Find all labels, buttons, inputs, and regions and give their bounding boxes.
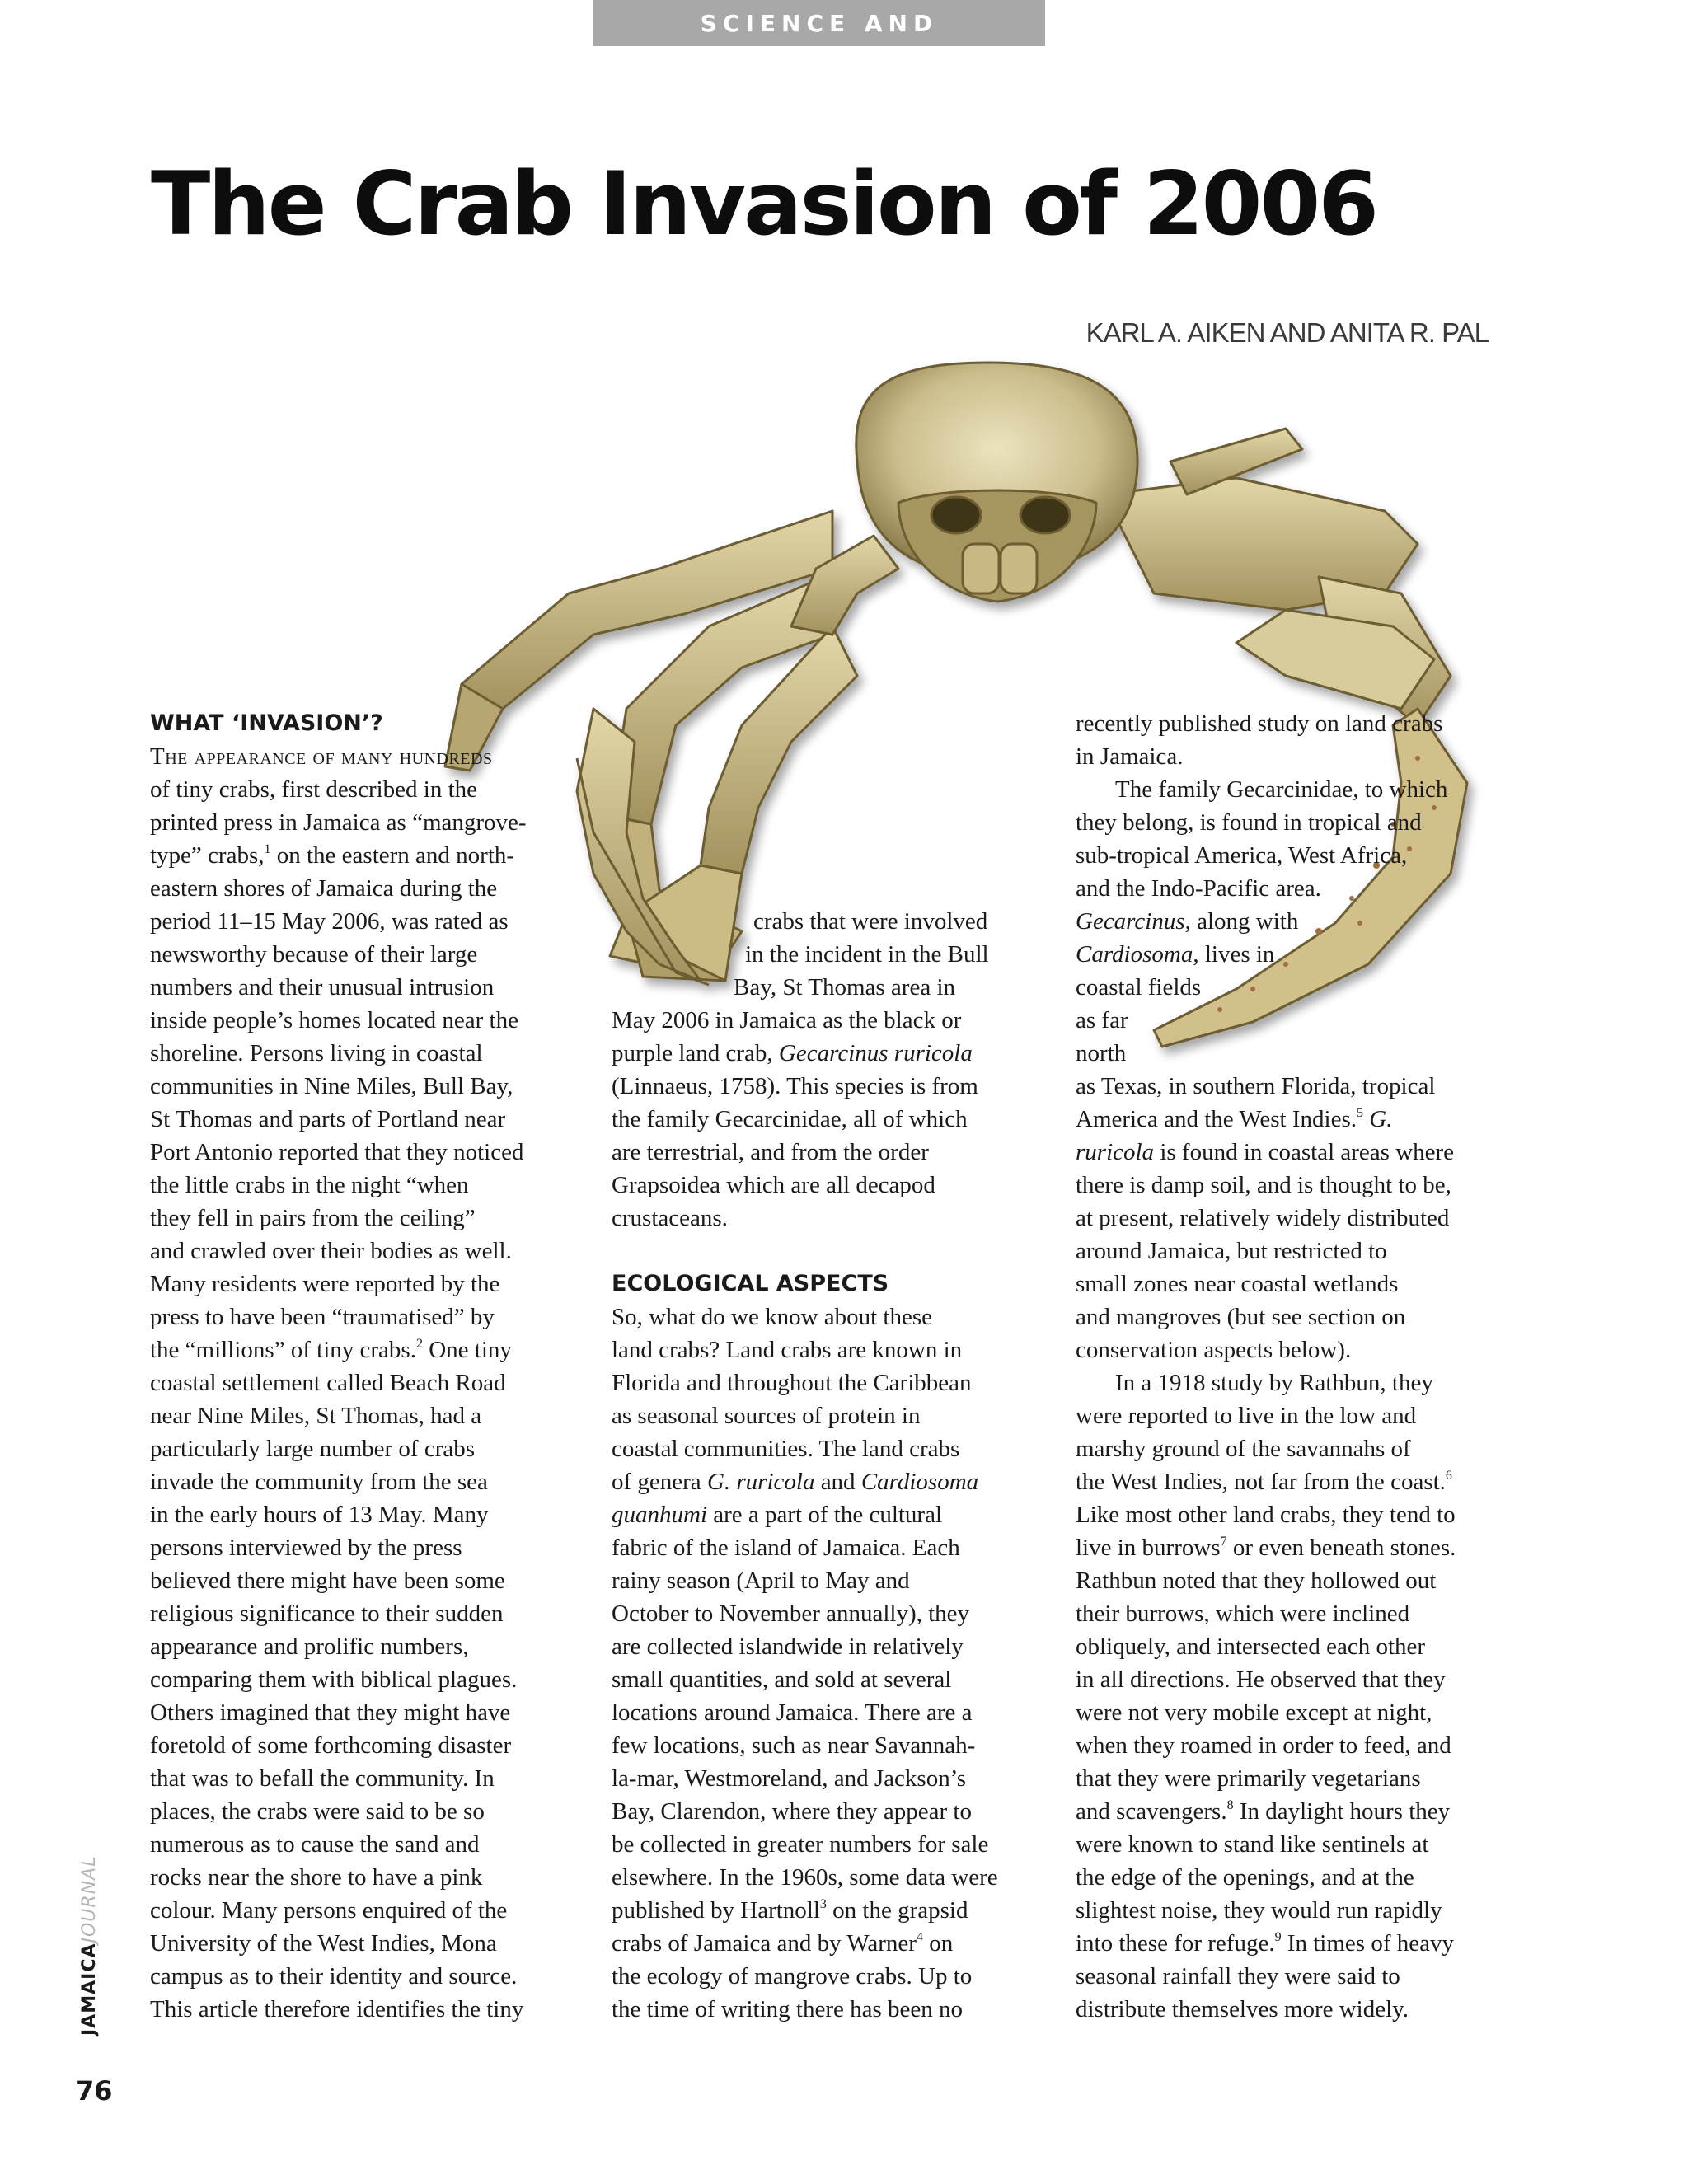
- text-line: and the Indo-Pacific area.: [1076, 875, 1321, 902]
- text-line: [1076, 1531, 1537, 1564]
- text-line: Grapsoidea which are all decapod: [612, 1172, 935, 1198]
- column-1: [150, 707, 562, 2026]
- text-line: May 2006 in Jamaica as the black or: [612, 1007, 962, 1033]
- text-line: recently published study on land crabs: [1076, 710, 1443, 737]
- text-line: and mangroves (but see section on: [1076, 1304, 1406, 1330]
- text-line: Like most other land crabs, they tend to: [1076, 1502, 1456, 1528]
- journal-name-part1: JAMAICA: [79, 1943, 100, 2036]
- text-segment: America and the West Indies.: [1076, 1106, 1357, 1132]
- text-line: [612, 1927, 1040, 1960]
- journal-name-part2: JOURNAL: [79, 1855, 100, 1943]
- text-line: [1076, 1136, 1537, 1169]
- text-line: [1076, 1927, 1537, 1960]
- text-line: la-mar, Westmoreland, and Jackson’s: [612, 1765, 967, 1792]
- article-authors: KARL A. AIKEN AND ANITA R. PAL: [1085, 317, 1489, 348]
- text-line: around Jamaica, but restricted to: [1076, 1238, 1387, 1264]
- text-line: religious significance to their sudden: [150, 1601, 504, 1627]
- text-line: as Texas, in southern Florida, tropical: [1076, 1073, 1436, 1099]
- text-line: Bay, St Thomas area in: [734, 974, 956, 1001]
- text-line: at present, relatively widely distributed: [1076, 1205, 1450, 1231]
- text-line: obliquely, and intersected each other: [1076, 1633, 1426, 1660]
- text-line: as far: [1076, 1007, 1128, 1033]
- text-line: particularly large number of crabs: [150, 1436, 476, 1462]
- text-line: [1076, 1465, 1537, 1498]
- footnote-ref: 2: [415, 1337, 423, 1351]
- text-line: foretold of some forthcoming disaster: [150, 1732, 512, 1759]
- text-line: near Nine Miles, St Thomas, had a: [150, 1403, 482, 1429]
- text-segment: are a part of the cultural: [707, 1502, 943, 1528]
- text-segment: purple land crab,: [612, 1040, 779, 1066]
- text-segment: on: [922, 1930, 954, 1957]
- text-line: invade the community from the sea: [150, 1469, 488, 1495]
- text-line: the edge of the openings, and at the: [1076, 1864, 1414, 1891]
- text-segment: is found in coastal areas where: [1154, 1139, 1455, 1165]
- text-line: when they roamed in order to feed, and: [1076, 1732, 1451, 1759]
- text-line: marshy ground of the savannahs of: [1076, 1436, 1411, 1462]
- text-line: Port Antonio reported that they noticed: [150, 1139, 524, 1165]
- text-line: believed there might have been some: [150, 1568, 505, 1594]
- text-line: communities in Nine Miles, Bull Bay,: [150, 1073, 513, 1099]
- lead-in: The appearance of many hundreds: [150, 743, 493, 770]
- text-line: in all directions. He observed that they: [1076, 1666, 1446, 1693]
- section-heading-ecological: ECOLOGICAL ASPECTS: [612, 1271, 889, 1296]
- text-line: of tiny crabs, first described in the: [150, 776, 478, 803]
- species-name: Cardiosoma: [860, 1469, 979, 1495]
- text-line: sub-tropical America, West Africa,: [1076, 842, 1408, 869]
- text-line: that they were primarily vegetarians: [1076, 1765, 1421, 1792]
- species-name: ruricola: [1076, 1139, 1155, 1165]
- text-line: October to November annually), they: [612, 1601, 970, 1627]
- footnote-ref: 1: [264, 842, 271, 856]
- text-line: [150, 839, 562, 872]
- text-line: be collected in greater numbers for sale: [612, 1831, 989, 1858]
- text-line: the little crabs in the night “when: [150, 1172, 469, 1198]
- text-segment: into these for refuge.: [1076, 1930, 1275, 1957]
- text-segment: on the eastern and north-: [270, 842, 515, 869]
- text-line: are collected islandwide in relatively: [612, 1633, 964, 1660]
- text-line: Bay, Clarendon, where they appear to: [612, 1798, 972, 1825]
- text-line: newsworthy because of their large: [150, 941, 478, 968]
- section-heading-invasion: WHAT ‘INVASION’?: [150, 710, 383, 736]
- text-line: are terrestrial, and from the order: [612, 1139, 929, 1165]
- text-line: there is damp soil, and is thought to be,: [1076, 1172, 1451, 1198]
- spacer: [612, 1235, 1040, 1268]
- text-segment: and scavengers.: [1076, 1798, 1227, 1825]
- text-line: [612, 1037, 1040, 1070]
- journal-name: [79, 1856, 100, 2036]
- footnote-ref: 4: [916, 1930, 923, 1944]
- text-line: rocks near the shore to have a pink: [150, 1864, 483, 1891]
- footnote-ref: 6: [1445, 1469, 1452, 1483]
- text-line: crustaceans.: [612, 1205, 728, 1231]
- text-line: press to have been “traumatised” by: [150, 1304, 495, 1330]
- text-line: [612, 1498, 1040, 1531]
- footnote-ref: 9: [1274, 1930, 1282, 1944]
- text-line: north: [1076, 1040, 1127, 1066]
- text-line: numerous as to cause the sand and: [150, 1831, 480, 1858]
- text-line: coastal communities. The land crabs: [612, 1436, 960, 1462]
- text-segment: crabs of Jamaica and by Warner: [612, 1930, 917, 1957]
- text-line: in the early hours of 13 May. Many: [150, 1502, 489, 1528]
- text-line: [150, 1333, 562, 1366]
- text-line: [1076, 1103, 1537, 1136]
- text-line: in the incident in the Bull: [745, 941, 989, 968]
- text-line: This article therefore identifies the tiny: [150, 1996, 524, 2022]
- text-line: Others imagined that they might have: [150, 1699, 511, 1726]
- text-line: appearance and prolific numbers,: [150, 1633, 469, 1660]
- text-line: the ecology of mangrove crabs. Up to: [612, 1963, 973, 1990]
- text-line: as seasonal sources of protein in: [612, 1403, 921, 1429]
- text-line: places, the crabs were said to be so: [150, 1798, 485, 1825]
- footnote-ref: 5: [1357, 1106, 1363, 1120]
- text-segment: the “millions” of tiny crabs.: [150, 1337, 416, 1363]
- text-line: Florida and throughout the Caribbean: [612, 1370, 972, 1396]
- text-segment: on the grapsid: [826, 1897, 968, 1924]
- text-line: inside people’s homes located near the: [150, 1007, 518, 1033]
- text-segment: the West Indies, not far from the coast.: [1076, 1469, 1446, 1495]
- text-line: distribute themselves more widely.: [1076, 1996, 1409, 2022]
- text-segment: In times of heavy: [1281, 1930, 1454, 1957]
- text-line: they fell in pairs from the ceiling”: [150, 1205, 476, 1231]
- article-title: The Crab Invasion of 2006: [151, 153, 1376, 255]
- text-line: colour. Many persons enquired of the: [150, 1897, 508, 1924]
- text-segment: of genera: [612, 1469, 707, 1495]
- text-line: that was to befall the community. In: [150, 1765, 495, 1792]
- text-line: So, what do we know about these: [612, 1304, 933, 1330]
- species-name: guanhumi: [612, 1502, 707, 1528]
- text-line: elsewhere. In the 1960s, some data were: [612, 1864, 998, 1891]
- text-line: coastal settlement called Beach Road: [150, 1370, 506, 1396]
- text-line: rainy season (April to May and: [612, 1568, 910, 1594]
- text-line: period 11–15 May 2006, was rated as: [150, 908, 509, 935]
- text-segment: One tiny: [422, 1337, 512, 1363]
- text-line: persons interviewed by the press: [150, 1535, 462, 1561]
- text-line: they belong, is found in tropical and: [1076, 809, 1422, 836]
- text-line: crabs that were involved: [753, 908, 988, 935]
- text-line: small quantities, and sold at several: [612, 1666, 952, 1693]
- text-line: slightest noise, they would run rapidly: [1076, 1897, 1442, 1924]
- text-line: shoreline. Persons living in coastal: [150, 1040, 483, 1066]
- text-segment: published by Hartnoll: [612, 1897, 820, 1924]
- species-name: Gecarcinus: [1076, 908, 1185, 935]
- text-line: their burrows, which were inclined: [1076, 1601, 1410, 1627]
- text-line: fabric of the island of Jamaica. Each: [612, 1535, 960, 1561]
- text-segment: , lives in: [1193, 941, 1275, 968]
- text-line: conservation aspects below).: [1076, 1337, 1352, 1363]
- species-name: Cardiosoma: [1076, 941, 1193, 968]
- footnote-ref: 8: [1226, 1798, 1234, 1812]
- text-line: comparing them with biblical plagues.: [150, 1666, 518, 1693]
- text-line: the family Gecarcinidae, all of which: [612, 1106, 968, 1132]
- species-name: G.: [1369, 1106, 1393, 1132]
- text-line: small zones near coastal wetlands: [1076, 1271, 1399, 1297]
- text-line: [1076, 1795, 1537, 1828]
- text-segment: In daylight hours they: [1233, 1798, 1451, 1825]
- text-line: numbers and their unusual intrusion: [150, 974, 495, 1001]
- text-segment: or even beneath stones.: [1226, 1535, 1456, 1561]
- text-line: locations around Jamaica. There are a: [612, 1699, 973, 1726]
- column-3: [1076, 707, 1537, 2026]
- text-line: In a 1918 study by Rathbun, they: [1115, 1370, 1433, 1396]
- text-line: [1076, 938, 1537, 971]
- text-line: [612, 1465, 1040, 1498]
- text-line: coastal fields: [1076, 974, 1202, 1001]
- section-tag: SCIENCE AND TECHNOLOGY: [593, 0, 1045, 46]
- species-name: Gecarcinus ruricola: [778, 1040, 973, 1066]
- text-line: St Thomas and parts of Portland near: [150, 1106, 506, 1132]
- text-line: [612, 1894, 1040, 1927]
- text-segment: , along with: [1184, 908, 1299, 935]
- text-segment: and: [814, 1469, 861, 1495]
- text-segment: live in burrows: [1076, 1535, 1221, 1561]
- text-line: and crawled over their bodies as well.: [150, 1238, 512, 1264]
- text-line: Rathbun noted that they hollowed out: [1076, 1568, 1437, 1594]
- text-line: few locations, such as near Savannah-: [612, 1732, 976, 1759]
- text-line: the time of writing there has been no: [612, 1996, 964, 2022]
- page-number: 76: [76, 2075, 113, 2107]
- text-line: The family Gecarcinidae, to which: [1115, 776, 1448, 803]
- text-line: campus as to their identity and source.: [150, 1963, 518, 1990]
- species-name: G. ruricola: [706, 1469, 815, 1495]
- text-line: were reported to live in the low and: [1076, 1403, 1417, 1429]
- footnote-ref: 7: [1220, 1535, 1227, 1549]
- text-line: were known to stand like sentinels at: [1076, 1831, 1429, 1858]
- text-line: in Jamaica.: [1076, 743, 1184, 770]
- text-line: printed press in Jamaica as “mangrove-: [150, 809, 527, 836]
- text-line: eastern shores of Jamaica during the: [150, 875, 498, 902]
- footnote-ref: 3: [819, 1897, 827, 1911]
- text-line: seasonal rainfall they were said to: [1076, 1963, 1400, 1990]
- text-line: [1076, 905, 1537, 938]
- text-segment: type” crabs,: [150, 842, 265, 869]
- column-2: [612, 905, 1040, 2026]
- text-line: were not very mobile except at night,: [1076, 1699, 1432, 1726]
- text-line: land crabs? Land crabs are known in: [612, 1337, 963, 1363]
- text-line: (Linnaeus, 1758). This species is from: [612, 1073, 978, 1099]
- text-line: Many residents were reported by the: [150, 1271, 500, 1297]
- text-line: University of the West Indies, Mona: [150, 1930, 497, 1957]
